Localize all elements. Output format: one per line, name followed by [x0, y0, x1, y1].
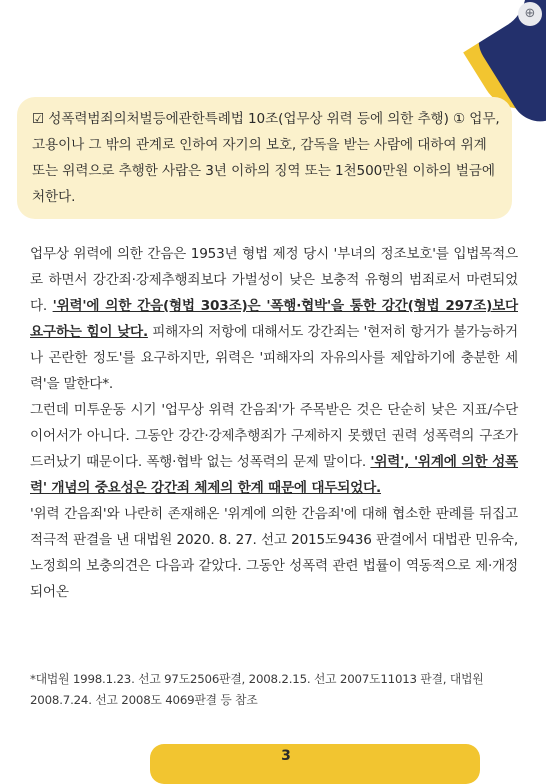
page-number: 3 [281, 748, 291, 764]
paragraph-2-emphasis: '위력', '위계에 의한 성폭력' 개념의 중요성은 강간죄 체제의 한계 때문에 대두되었다. [30, 454, 518, 496]
paragraph-1-emphasis: '위력'에 의한 간음(형법 303조)은 '폭행·협박'을 통한 강간(형법 297조)보다 요구하는 힘이 낮다. [30, 298, 518, 340]
zoom-in-icon[interactable]: ⊕ [518, 2, 542, 26]
page-number-bar [150, 744, 480, 784]
paragraph-1-text-end: 피해자의 저항에 대해서도 강간죄는 '현저히 항거가 불가능하거나 곤란한 정도'를 요구하지만, 위력은 '피해자의 자유의사를 제압하기에 충분한 세력'을 말한다*. [30, 324, 518, 392]
paragraph-1 [30, 241, 518, 397]
body-text [30, 241, 518, 605]
paragraph-3-text: '위력 간음죄'와 나란히 존재해온 '위계에 의한 간음죄'에 대해 협소한 판례를 뒤집고 적극적 판결을 낸 대법원 2020. 8. 27. 선고 2015도9436 판결에서 대법관 민유숙, 노정희의 보충의견은 다음과 같았다. 그동안 성폭력 관련 법률이 역동적으로 제·개정되어온 [30, 506, 518, 600]
law-callout-box [17, 97, 512, 219]
paragraph-2-text: 그런데 미투운동 시기 '업무상 위력 간음죄'가 주목받은 것은 단순히 낮은 지표/수단이어서가 아니다. 그동안 강간·강제추행죄가 구제하지 못했던 권력 성폭력의 구조가 드러났기 때문이다. 폭행·협박 없는 성폭력의 문제 말이다. [30, 402, 518, 470]
paragraph-2 [30, 397, 518, 501]
law-callout-text: ☑ 성폭력범죄의처벌등에관한특례법 10조(업무상 위력 등에 의한 추행) ① 업무, 고용이나 그 밖의 관계로 인하여 자기의 보호, 감독을 받는 사람에 대하여 위계 또는 위력으로 추행한 사람은 3년 이하의 징역 또는 1천500만원 이하의 벌금에 처한다. [32, 111, 500, 205]
paragraph-3 [30, 501, 518, 605]
paragraph-1-text: 업무상 위력에 의한 간음은 1953년 형법 제정 당시 '부녀의 정조보호'를 입법목적으로 하면서 강간죄·강제추행죄보다 가벌성이 낮은 보충적 유형의 범죄로서 마련되었다. [30, 246, 518, 314]
footnote: *대법원 1998.1.23. 선고 97도2506판결, 2008.2.15. 선고 2007도11013 판결, 대법원 2008.7.24. 선고 2008도 4069판결 등 참조 [30, 672, 484, 707]
